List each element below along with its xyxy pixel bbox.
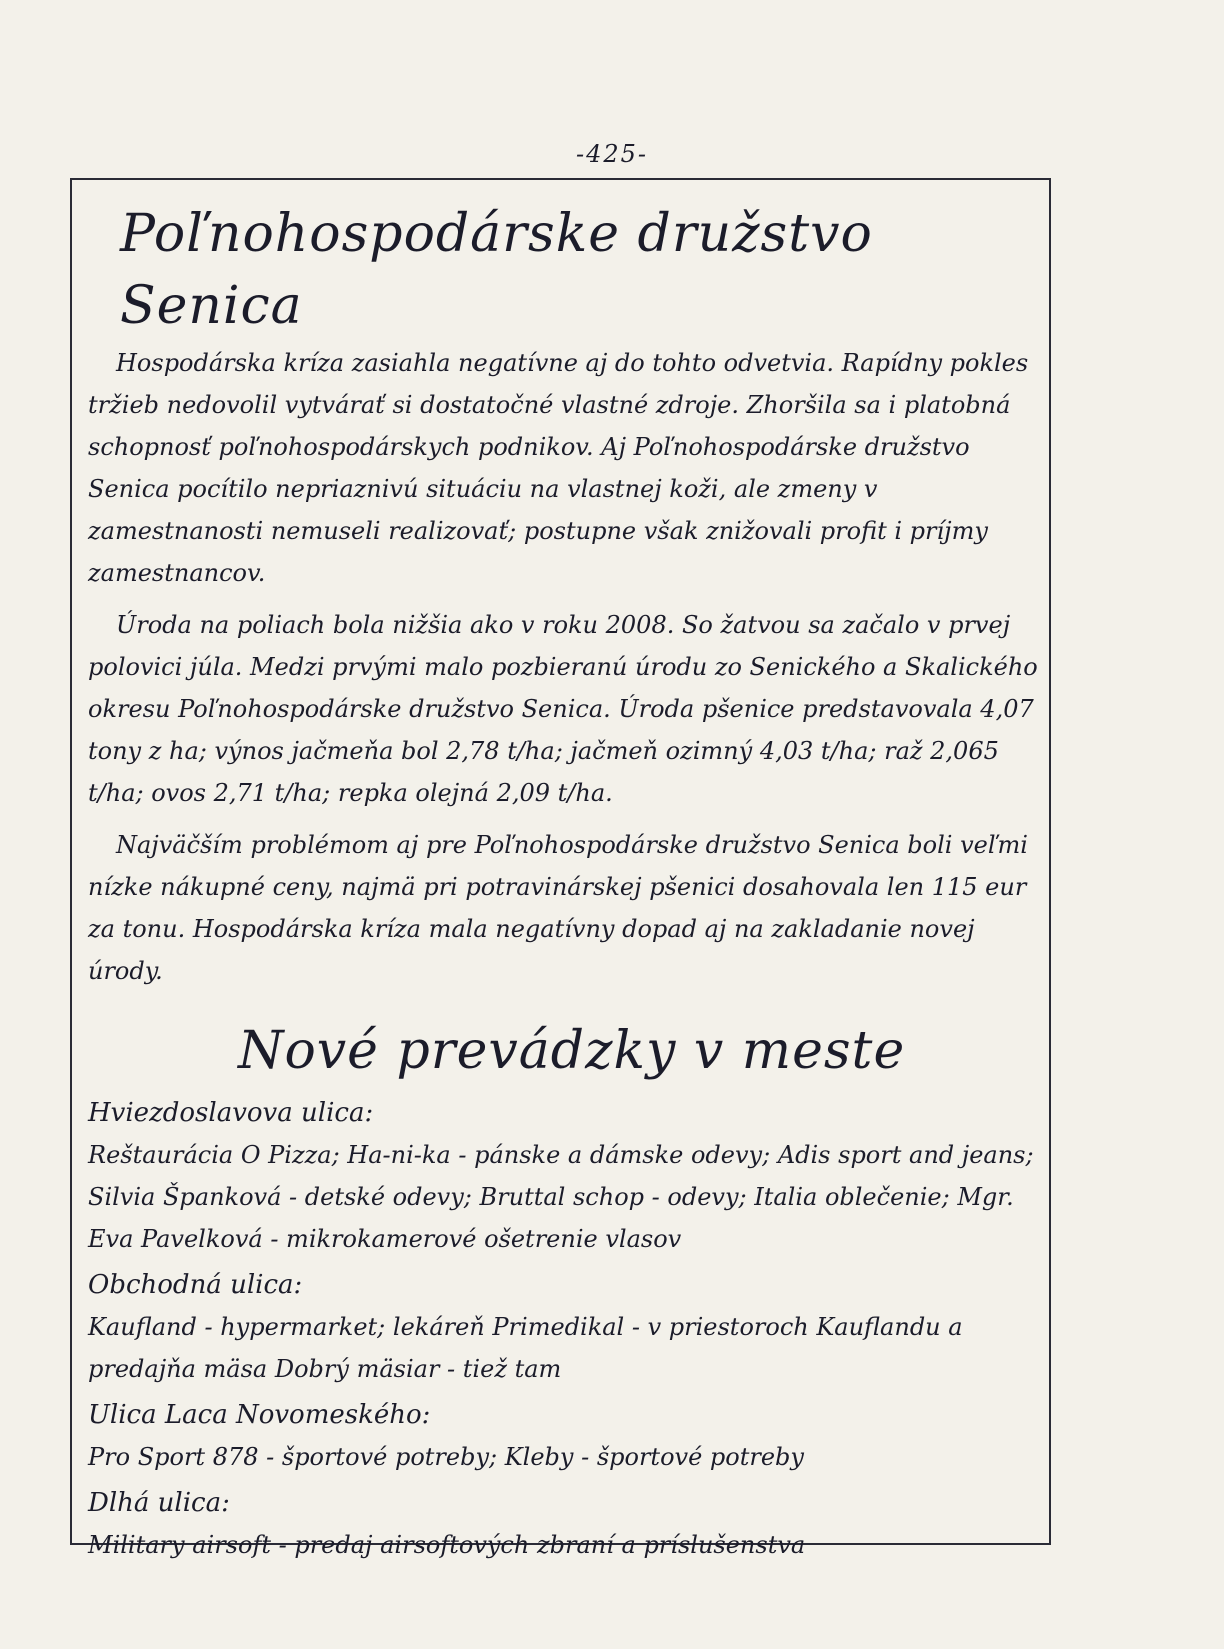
paragraph-prices: Najväčším problémom aj pre Poľnohospodárske družstvo Senica boli veľmi nízke nákupné ceny, najmä pri potravinárskej pšenici dosahovala len 115 eur za tonu. Hospodárska kríza mala negatívny dopad aj na zakladanie novej úrody. bbox=[88, 831, 1028, 985]
street-label-dlha: Dlhá ulica: bbox=[88, 1488, 230, 1518]
street-text-hviezdoslavova: Reštaurácia O Pizza; Ha-ni-ka - pánske a dámske odevy; Adis sport and jeans; Silvia Španková - detské odevy; Bruttal schop - odevy; Italia oblečenie; Mgr. Eva Pavelková - mikrokamerové ošetrenie vlasov bbox=[88, 1141, 1034, 1253]
street-label-hviezdoslavova: Hviezdoslavova ulica: bbox=[88, 1098, 374, 1128]
street-text-dlha: Military airsoft - predaj airsoftových zbraní a príslušenstva bbox=[88, 1531, 806, 1559]
street-text-obchodna: Kaufland - hypermarket; lekáreň Primedikal - v priestoroch Kauflandu a predajňa mäsa Dobrý mäsiar - tiež tam bbox=[88, 1313, 963, 1383]
paragraph-harvest: Úroda na poliach bola nižšia ako v roku 2008. So žatvou sa začalo v prvej polovici júla. Medzi prvými malo pozbieranú úrodu zo Senického a Skalického okresu Poľnohospodárske družstvo Senica. Úroda pšenice predstavovala 4,07 tony z ha; výnos jačmeňa bol 2,78 t/ha; jačmeň ozimný 4,03 t/ha; raž 2,065 t/ha; ovos 2,71 t/ha; repka olejná 2,09 t/ha. bbox=[88, 611, 1038, 807]
page-number: -425- bbox=[575, 140, 649, 168]
paragraph-crisis: Hospodárska kríza zasiahla negatívne aj do tohto odvetvia. Rapídny pokles tržieb nedovolil vytvárať si dostatočné vlastné zdroje. Zhoršila sa i platobná schopnosť poľnohospodárskych podnikov. Aj Poľnohospodárske družstvo Senica pocítilo nepriaznivú situáciu na vlastnej koži, ale zmeny v zamestnanosti nemuseli realizovať; postupne však znižovali profit i príjmy zamestnancov. bbox=[88, 349, 1029, 587]
street-label-novomeskeho: Ulica Laca Novomeského: bbox=[88, 1400, 431, 1430]
page-content bbox=[88, 190, 1043, 1570]
street-label-obchodna: Obchodná ulica: bbox=[88, 1270, 303, 1300]
street-text-novomeskeho: Pro Sport 878 - športové potreby; Kleby - športové potreby bbox=[88, 1443, 804, 1471]
section-title-new-businesses: Nové prevádzky v meste bbox=[238, 1021, 906, 1081]
section-title-cooperative: Poľnohospodárske družstvo Senica bbox=[120, 204, 873, 336]
